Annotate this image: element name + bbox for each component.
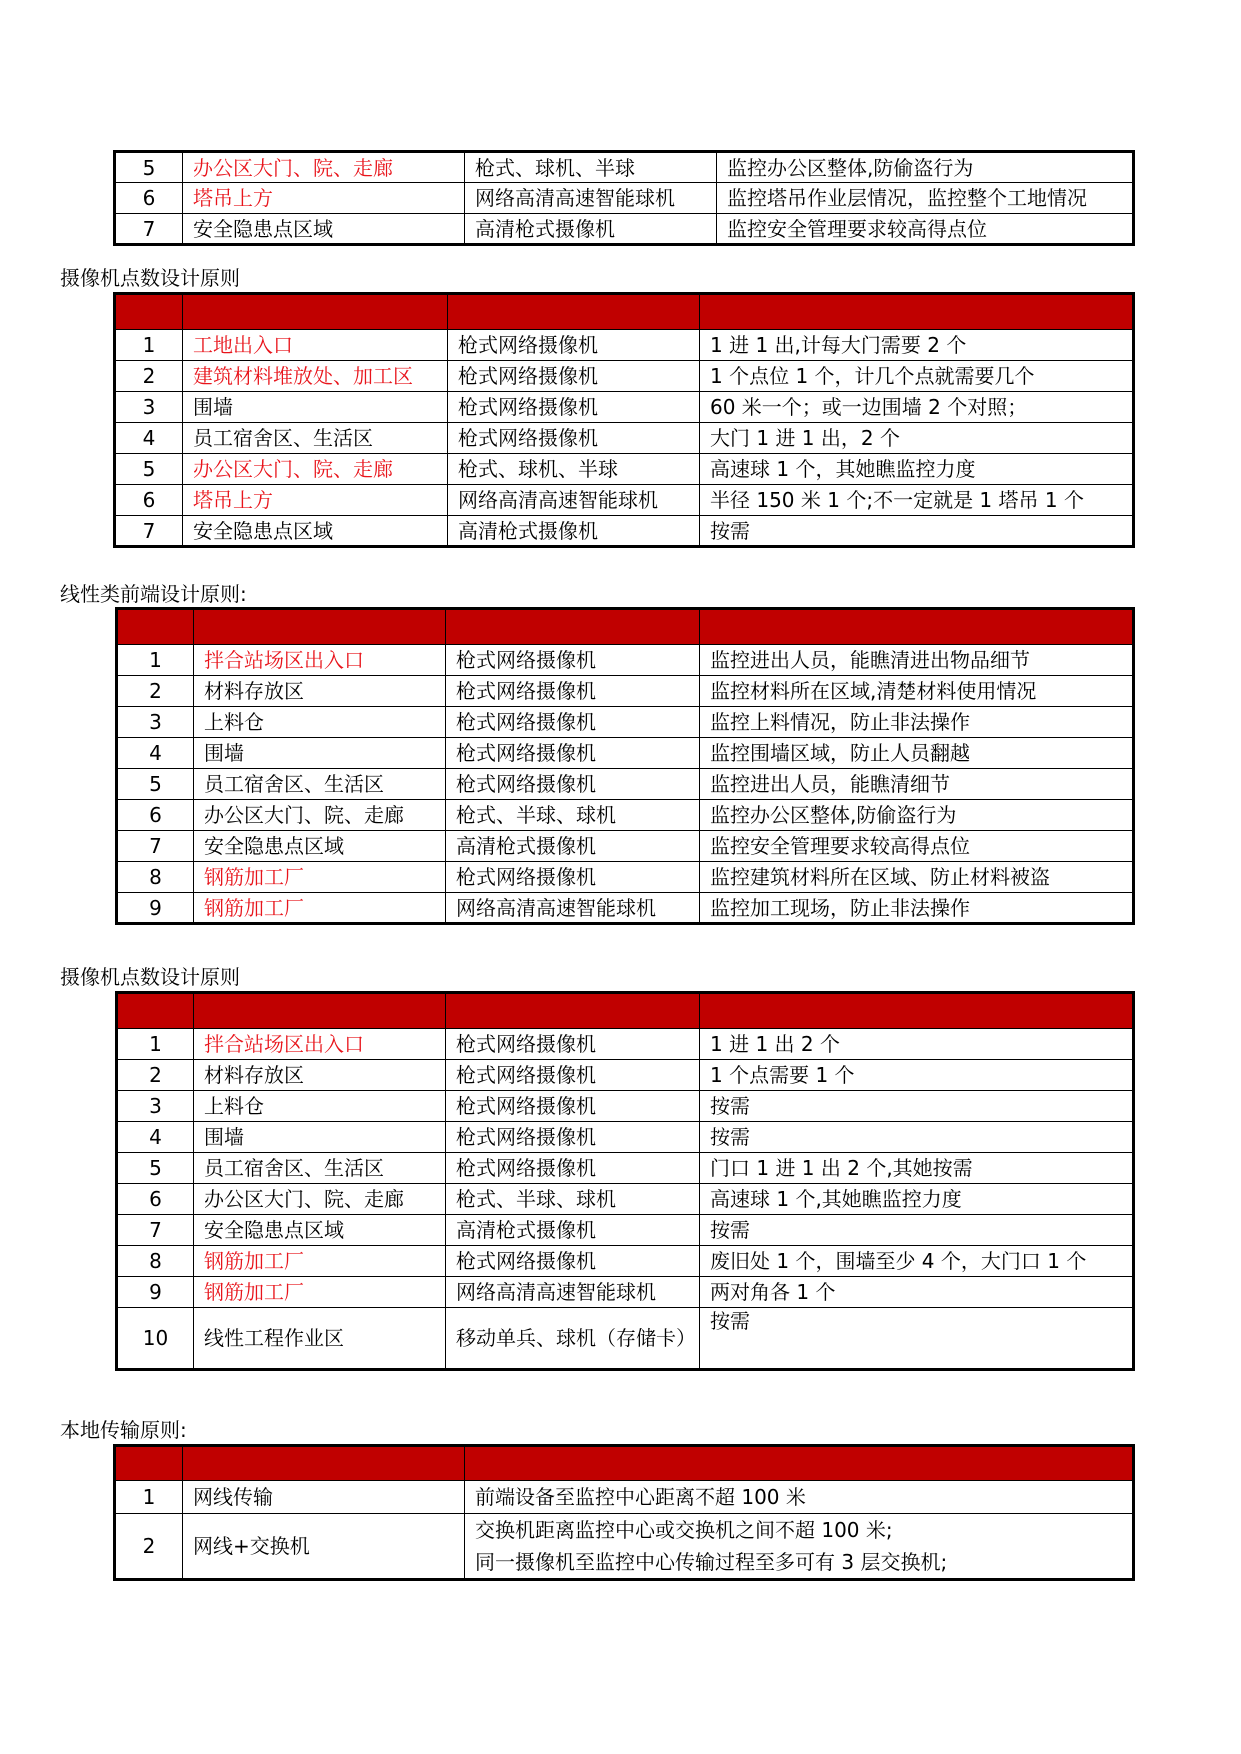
row-number: 7	[117, 831, 194, 862]
device-cell: 枪式网络摄像机	[446, 1122, 700, 1153]
device-cell: 枪式网络摄像机	[446, 769, 700, 800]
area-cell: 安全隐患点区域	[194, 1215, 446, 1246]
row-number: 3	[117, 707, 194, 738]
area-cell: 安全隐患点区域	[194, 831, 446, 862]
note-cell: 按需	[700, 1122, 1134, 1153]
header-cell	[183, 1446, 465, 1481]
row-number: 5	[117, 769, 194, 800]
transmission-type-cell: 网线传输	[183, 1481, 465, 1514]
device-cell: 枪式网络摄像机	[448, 423, 700, 454]
note-cell: 废旧处 1 个，围墙至少 4 个，大门口 1 个	[700, 1246, 1134, 1277]
note-cell: 监控建筑材料所在区域、防止材料被盗	[700, 862, 1134, 893]
table-0	[113, 150, 1135, 246]
note-cell: 监控办公区整体,防偷盗行为	[717, 152, 1134, 183]
note-cell: 监控加工现场，防止非法操作	[700, 893, 1134, 924]
section-title-3: 摄像机点数设计原则	[60, 965, 240, 989]
device-cell: 枪式网络摄像机	[446, 1246, 700, 1277]
area-cell: 拌合站场区出入口	[194, 645, 446, 676]
area-cell: 围墙	[194, 1122, 446, 1153]
header-cell	[183, 294, 448, 330]
table-row	[117, 1091, 1134, 1122]
row-number: 8	[117, 862, 194, 893]
header-cell	[700, 609, 1134, 645]
section-title-2: 线性类前端设计原则:	[60, 582, 247, 606]
table-row	[115, 516, 1134, 547]
row-number: 3	[115, 392, 183, 423]
table-row	[115, 1514, 1134, 1580]
note-cell: 监控安全管理要求较高得点位	[700, 831, 1134, 862]
area-cell: 建筑材料堆放处、加工区	[183, 361, 448, 392]
table-row	[117, 862, 1134, 893]
table-row	[117, 831, 1134, 862]
table-row	[115, 1481, 1134, 1514]
area-cell: 安全隐患点区域	[183, 516, 448, 547]
table-row	[115, 423, 1134, 454]
row-number: 2	[117, 1060, 194, 1091]
header-cell	[446, 993, 700, 1029]
table-header-row	[115, 294, 1134, 330]
row-number: 1	[117, 645, 194, 676]
table-row	[117, 738, 1134, 769]
device-cell: 移动单兵、球机（存储卡）	[446, 1308, 700, 1370]
rule-line: 前端设备至监控中心距离不超 100 米	[475, 1485, 806, 1509]
device-cell: 枪式、半球、球机	[446, 800, 700, 831]
header-cell	[465, 1446, 1134, 1481]
table-row	[115, 454, 1134, 485]
table-row	[115, 330, 1134, 361]
header-cell	[194, 609, 446, 645]
device-cell: 枪式网络摄像机	[446, 707, 700, 738]
header-cell	[446, 609, 700, 645]
table-row	[117, 676, 1134, 707]
header-cell	[448, 294, 700, 330]
row-number: 2	[117, 676, 194, 707]
area-cell: 钢筋加工厂	[194, 1246, 446, 1277]
table-row	[117, 1184, 1134, 1215]
row-number: 5	[115, 152, 183, 183]
row-number: 6	[117, 800, 194, 831]
note-cell: 监控塔吊作业层情况，监控整个工地情况	[717, 183, 1134, 214]
device-cell: 枪式网络摄像机	[446, 1029, 700, 1060]
device-cell: 枪式网络摄像机	[446, 738, 700, 769]
note-cell: 1 进 1 出 2 个	[700, 1029, 1134, 1060]
table-row	[117, 707, 1134, 738]
table-row	[115, 485, 1134, 516]
device-cell: 高清枪式摄像机	[465, 214, 717, 245]
table-row	[115, 152, 1134, 183]
device-cell: 枪式、球机、半球	[465, 152, 717, 183]
row-number: 2	[115, 361, 183, 392]
area-cell: 围墙	[194, 738, 446, 769]
device-cell: 网络高清高速智能球机	[446, 1277, 700, 1308]
device-cell: 枪式网络摄像机	[446, 645, 700, 676]
note-cell: 60 米一个；或一边围墙 2 个对照；	[700, 392, 1134, 423]
note-cell: 监控进出人员，能瞧清细节	[700, 769, 1134, 800]
row-number: 7	[115, 214, 183, 245]
row-number: 9	[117, 893, 194, 924]
device-cell: 枪式网络摄像机	[448, 392, 700, 423]
row-number: 6	[115, 183, 183, 214]
note-cell: 按需	[700, 1308, 1134, 1370]
row-number: 3	[117, 1091, 194, 1122]
note-cell: 1 进 1 出,计每大门需要 2 个	[700, 330, 1134, 361]
device-cell: 网络高清高速智能球机	[448, 485, 700, 516]
note-cell: 监控材料所在区域,清楚材料使用情况	[700, 676, 1134, 707]
area-cell: 围墙	[183, 392, 448, 423]
table-header-row	[115, 1446, 1134, 1481]
area-cell: 办公区大门、院、走廊	[183, 454, 448, 485]
table-row	[117, 1215, 1134, 1246]
area-cell: 办公区大门、院、走廊	[183, 152, 465, 183]
area-cell: 材料存放区	[194, 1060, 446, 1091]
table-row	[115, 361, 1134, 392]
note-cell: 按需	[700, 516, 1134, 547]
row-number: 6	[115, 485, 183, 516]
note-cell: 1 个点需要 1 个	[700, 1060, 1134, 1091]
row-number: 2	[115, 1514, 183, 1580]
section-title-4: 本地传输原则:	[60, 1418, 187, 1442]
note-cell: 监控安全管理要求较高得点位	[717, 214, 1134, 245]
table-row	[117, 1277, 1134, 1308]
note-cell: 高速球 1 个,其她瞧监控力度	[700, 1184, 1134, 1215]
header-cell	[117, 609, 194, 645]
area-cell: 钢筋加工厂	[194, 893, 446, 924]
area-cell: 员工宿舍区、生活区	[183, 423, 448, 454]
table-row	[117, 1308, 1134, 1370]
note-cell: 监控上料情况，防止非法操作	[700, 707, 1134, 738]
row-number: 1	[117, 1029, 194, 1060]
table-row	[117, 1153, 1134, 1184]
table-row	[117, 1122, 1134, 1153]
transmission-rule-cell	[465, 1514, 1134, 1580]
table-row	[117, 645, 1134, 676]
table-row	[115, 392, 1134, 423]
row-number: 5	[115, 454, 183, 485]
area-cell: 工地出入口	[183, 330, 448, 361]
note-cell: 监控围墙区域，防止人员翻越	[700, 738, 1134, 769]
section-title-1: 摄像机点数设计原则	[60, 266, 240, 290]
note-cell: 按需	[700, 1091, 1134, 1122]
row-number: 8	[117, 1246, 194, 1277]
area-cell: 员工宿舍区、生活区	[194, 1153, 446, 1184]
row-number: 7	[115, 516, 183, 547]
area-cell: 员工宿舍区、生活区	[194, 769, 446, 800]
row-number: 7	[117, 1215, 194, 1246]
row-number: 5	[117, 1153, 194, 1184]
table-row	[117, 893, 1134, 924]
table-row	[117, 769, 1134, 800]
table-row	[117, 1246, 1134, 1277]
note-cell: 1 个点位 1 个，计几个点就需要几个	[700, 361, 1134, 392]
table-2	[115, 607, 1135, 925]
note-cell: 两对角各 1 个	[700, 1277, 1134, 1308]
table-row	[117, 1029, 1134, 1060]
row-number: 9	[117, 1277, 194, 1308]
transmission-rule-cell	[465, 1481, 1134, 1514]
note-cell: 半径 150 米 1 个;不一定就是 1 塔吊 1 个	[700, 485, 1134, 516]
area-cell: 钢筋加工厂	[194, 1277, 446, 1308]
note-cell: 大门 1 进 1 出，2 个	[700, 423, 1134, 454]
device-cell: 枪式、球机、半球	[448, 454, 700, 485]
area-cell: 线性工程作业区	[194, 1308, 446, 1370]
device-cell: 高清枪式摄像机	[448, 516, 700, 547]
area-cell: 上料仓	[194, 707, 446, 738]
row-number: 10	[117, 1308, 194, 1370]
device-cell: 网络高清高速智能球机	[465, 183, 717, 214]
row-number: 4	[117, 738, 194, 769]
transmission-type-cell: 网线+交换机	[183, 1514, 465, 1580]
device-cell: 高清枪式摄像机	[446, 831, 700, 862]
note-cell: 按需	[700, 1215, 1134, 1246]
area-cell: 材料存放区	[194, 676, 446, 707]
header-cell	[194, 993, 446, 1029]
area-cell: 上料仓	[194, 1091, 446, 1122]
table-row	[117, 1060, 1134, 1091]
table-row	[117, 800, 1134, 831]
device-cell: 网络高清高速智能球机	[446, 893, 700, 924]
table-header-row	[117, 993, 1134, 1029]
row-number: 1	[115, 330, 183, 361]
device-cell: 枪式网络摄像机	[448, 330, 700, 361]
header-cell	[700, 993, 1134, 1029]
note-cell: 门口 1 进 1 出 2 个,其她按需	[700, 1153, 1134, 1184]
device-cell: 枪式网络摄像机	[446, 862, 700, 893]
device-cell: 枪式网络摄像机	[446, 676, 700, 707]
note-cell: 监控进出人员，能瞧清进出物品细节	[700, 645, 1134, 676]
table-1	[113, 292, 1135, 548]
area-cell: 拌合站场区出入口	[194, 1029, 446, 1060]
header-cell	[700, 294, 1134, 330]
header-cell	[115, 294, 183, 330]
table-3	[115, 991, 1135, 1371]
device-cell: 枪式网络摄像机	[446, 1091, 700, 1122]
area-cell: 办公区大门、院、走廊	[194, 1184, 446, 1215]
table-row	[115, 183, 1134, 214]
header-cell	[117, 993, 194, 1029]
area-cell: 塔吊上方	[183, 183, 465, 214]
table-header-row	[117, 609, 1134, 645]
row-number: 1	[115, 1481, 183, 1514]
device-cell: 高清枪式摄像机	[446, 1215, 700, 1246]
area-cell: 钢筋加工厂	[194, 862, 446, 893]
row-number: 4	[117, 1122, 194, 1153]
rule-line: 交换机距离监控中心或交换机之间不超 100 米;	[475, 1518, 893, 1542]
rule-line: 同一摄像机至监控中心传输过程至多可有 3 层交换机;	[475, 1550, 948, 1574]
device-cell: 枪式网络摄像机	[446, 1153, 700, 1184]
area-cell: 办公区大门、院、走廊	[194, 800, 446, 831]
row-number: 4	[115, 423, 183, 454]
area-cell: 塔吊上方	[183, 485, 448, 516]
device-cell: 枪式、半球、球机	[446, 1184, 700, 1215]
area-cell: 安全隐患点区域	[183, 214, 465, 245]
device-cell: 枪式网络摄像机	[448, 361, 700, 392]
note-cell: 监控办公区整体,防偷盗行为	[700, 800, 1134, 831]
table-4	[113, 1444, 1135, 1581]
row-number: 6	[117, 1184, 194, 1215]
table-row	[115, 214, 1134, 245]
note-cell: 高速球 1 个，其她瞧监控力度	[700, 454, 1134, 485]
device-cell: 枪式网络摄像机	[446, 1060, 700, 1091]
header-cell	[115, 1446, 183, 1481]
